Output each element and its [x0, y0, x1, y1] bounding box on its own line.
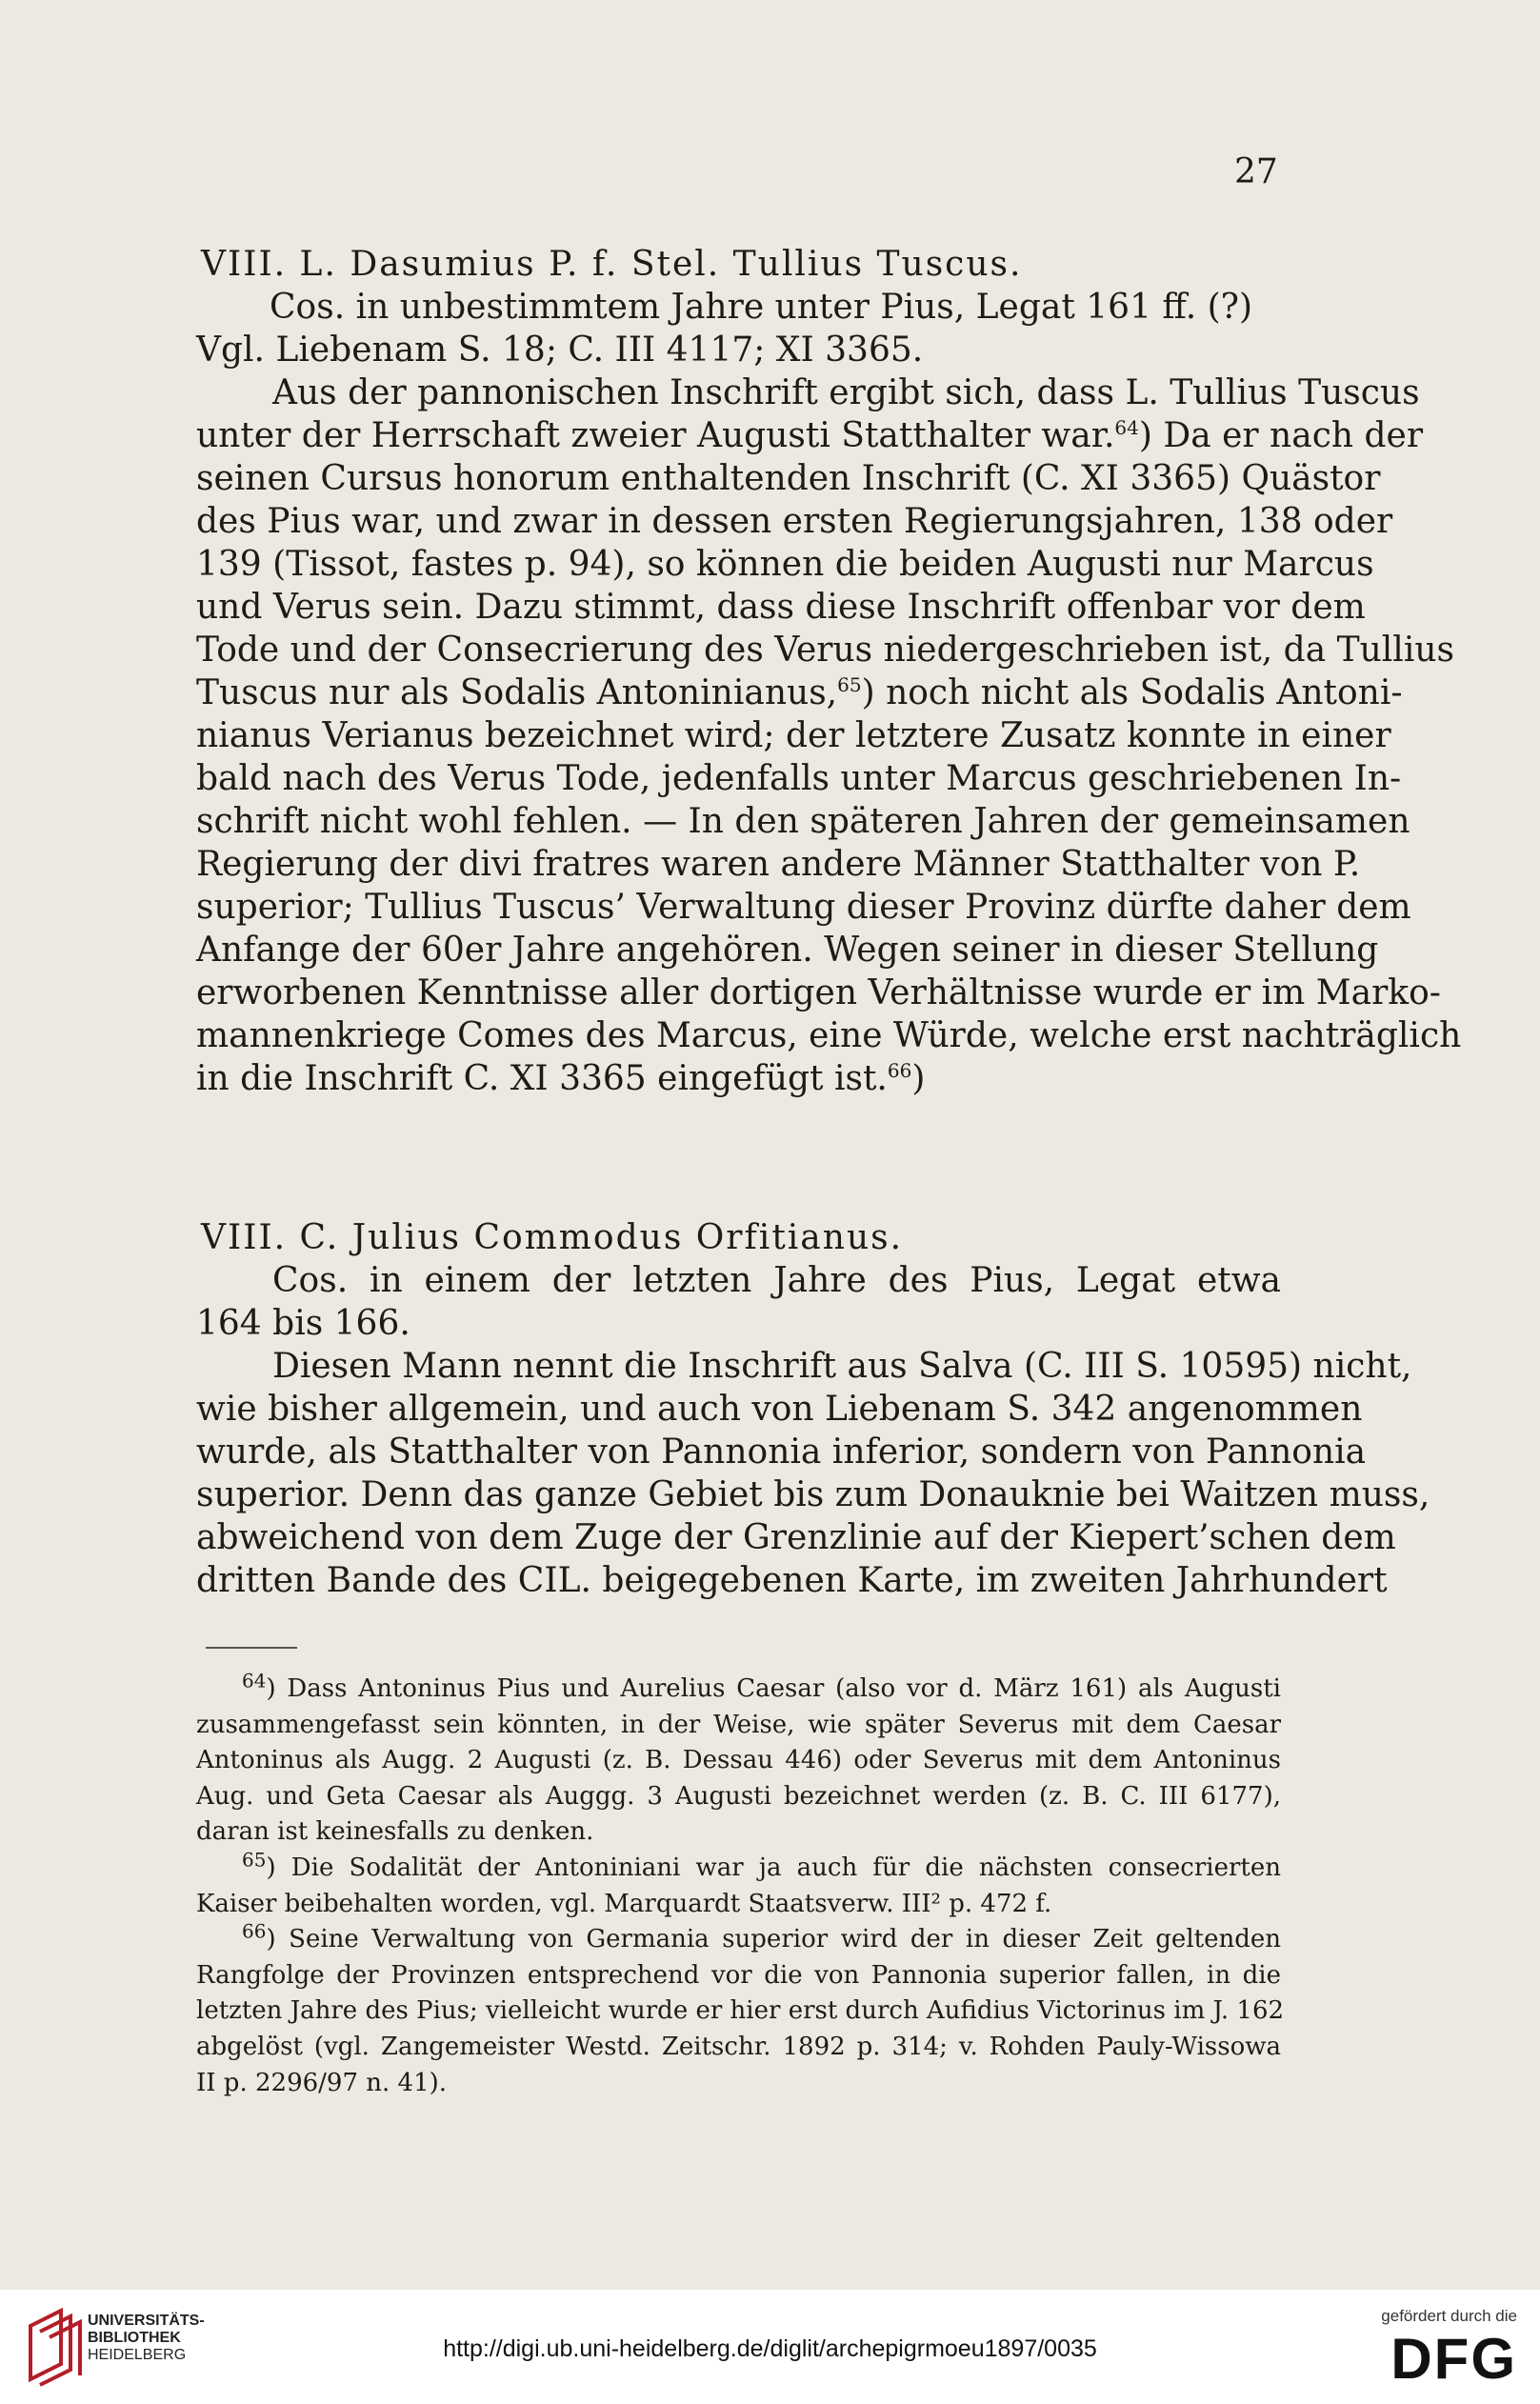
- reference-line: Vgl. Liebenam S. 18; C. III 4117; XI 3365.: [196, 331, 924, 370]
- footnote-65: $^{65}$) Die Sodalität der Antoniniani war ja auch für die nächsten consecrierten: [242, 1848, 1281, 1882]
- paragraph-line: und Verus sein. Dazu stimmt, dass diese Inschrift offenbar vor dem: [196, 588, 1366, 627]
- footnote-ref-64[interactable]: 64: [1114, 416, 1139, 439]
- footnotes: [196, 1669, 1285, 2101]
- footnote-line: zusammengefasst sein könnten, in der Weise, wie später Severus mit dem Caesar: [196, 1710, 1281, 1739]
- footnote-ref-65[interactable]: 65: [837, 673, 862, 696]
- paragraph-line: 139 (Tissot, fastes p. 94), so können die beiden Augusti nur Marcus: [196, 545, 1374, 584]
- paragraph-line: dritten Bande des CIL. beigegebenen Karte, im zweiten Jahrhundert: [196, 1561, 1388, 1600]
- paragraph-line: nianus Verianus bezeichnet wird; der letztere Zusatz konnte in einer: [196, 716, 1391, 755]
- footnote-line: Rangfolge der Provinzen entsprechend vor die von Pannonia superior fallen, in die: [196, 1960, 1281, 1990]
- paragraph-line: Tode und der Consecrierung des Verus niedergeschrieben ist, da Tullius: [196, 631, 1454, 670]
- paragraph-line: Regierung der divi fratres waren andere Männer Statthalter von P.: [196, 845, 1361, 884]
- consul-line: 164 bis 166.: [196, 1304, 410, 1343]
- consul-line: Cos. in einem der letzten Jahre des Pius, Legat etwa: [272, 1261, 1281, 1300]
- paragraph-line: schrift nicht wohl fehlen. — In den späteren Jahren der gemeinsamen: [196, 802, 1410, 841]
- footnote-line: Aug. und Geta Caesar als Auggg. 3 Augusti bezeichnet werden (z. B. C. III 6177),: [196, 1781, 1281, 1811]
- footnote-line: abgelöst (vgl. Zangemeister Westd. Zeitschr. 1892 p. 314; v. Rohden Pauly-Wissowa: [196, 2032, 1281, 2061]
- paragraph-line: seinen Cursus honorum enthaltenden Inschrift (C. XI 3365) Quästor: [196, 459, 1381, 498]
- paragraph-line: mannenkriege Comes des Marcus, eine Würde, welche erst nachträglich: [196, 1016, 1462, 1055]
- paragraph-line: unter der Herrschaft zweier Augusti Statthalter war.$^{64}$) Da er nach der: [196, 416, 1424, 455]
- funding-caption: gefördert durch die: [1381, 2307, 1517, 2325]
- section-dasumius: [196, 243, 1462, 1100]
- paragraph-line: Anfange der 60er Jahre angehören. Wegen seiner in dieser Stellung: [196, 931, 1379, 970]
- page-number: 27: [1234, 152, 1278, 191]
- section-heading: VIII. L. Dasumius P. f. Stel. Tullius Tuscus.: [201, 245, 1023, 284]
- paragraph-line: Diesen Mann nennt die Inschrift aus Salva (C. III S. 10595) nicht,: [272, 1347, 1412, 1386]
- section-heading: VIII. C. Julius Commodus Orfitianus.: [201, 1218, 904, 1257]
- page-url-link[interactable]: http://digi.ub.uni-heidelberg.de/diglit/archepigrmoeu1897/0035: [443, 2335, 1097, 2362]
- footnote-line: letzten Jahre des Pius; vielleicht wurde er hier erst durch Aufidius Victorinus im J. 162: [196, 1996, 1285, 2026]
- viewer-footer: [0, 2290, 1540, 2404]
- footnote-line: daran ist keinesfalls zu denken.: [196, 1817, 594, 1847]
- footnote-64: $^{64}$) Dass Antoninus Pius und Aurelius Caesar (also vor d. März 161) als Augusti: [242, 1669, 1281, 1703]
- footnote-line: II p. 2296/97 n. 41).: [196, 2068, 448, 2097]
- section-commodus: [196, 1216, 1430, 1602]
- paragraph-line: in die Inschrift C. XI 3365 eingefügt ist.$^{66}$): [196, 1059, 926, 1098]
- footnote-66: $^{66}$) Seine Verwaltung von Germania superior wird der in dieser Zeit geltenden: [242, 1919, 1281, 1954]
- paragraph-line: des Pius war, und zwar in dessen ersten Regierungsjahren, 138 oder: [196, 502, 1393, 541]
- dfg-logo: DFG: [1390, 2327, 1517, 2391]
- paragraph-line: wurde, als Statthalter von Pannonia inferior, sondern von Pannonia: [196, 1432, 1367, 1472]
- paragraph-line: abweichend von dem Zuge der Grenzlinie auf der Kiepert’schen dem: [196, 1518, 1396, 1557]
- library-name: UNIVERSITÄTS- BIBLIOTHEK HEIDELBERG: [88, 2313, 205, 2363]
- paragraph-line: Aus der pannonischen Inschrift ergibt sich, dass L. Tullius Tuscus: [272, 373, 1420, 412]
- paragraph-line: Tuscus nur als Sodalis Antoninianus,$^{65}$) noch nicht als Sodalis Antoni-: [196, 673, 1403, 712]
- footnote-divider: [206, 1647, 297, 1649]
- paragraph-line: superior. Denn das ganze Gebiet bis zum Donauknie bei Waitzen muss,: [196, 1475, 1430, 1514]
- footnote-line: Antoninus als Augg. 2 Augusti (z. B. Dessau 446) oder Severus mit dem Antoninus: [196, 1746, 1281, 1775]
- paragraph-line: erworbenen Kenntnisse aller dortigen Verhältnisse wurde er im Marko-: [196, 973, 1441, 1012]
- consul-line: Cos. in unbestimmtem Jahre unter Pius, Legat 161 ff. (?): [270, 288, 1252, 327]
- paragraph-line: bald nach des Verus Tode, jedenfalls unter Marcus geschriebenen In-: [196, 759, 1402, 798]
- paragraph-line: wie bisher allgemein, und auch von Liebenam S. 342 angenommen: [196, 1390, 1363, 1429]
- paragraph-line: superior; Tullius Tuscus’ Verwaltung dieser Provinz dürfte daher dem: [196, 888, 1411, 927]
- footnote-ref-66[interactable]: 66: [887, 1059, 912, 1082]
- footnote-line: Kaiser beibehalten worden, vgl. Marquardt Staatsverw. III² p. 472 f.: [196, 1889, 1052, 1918]
